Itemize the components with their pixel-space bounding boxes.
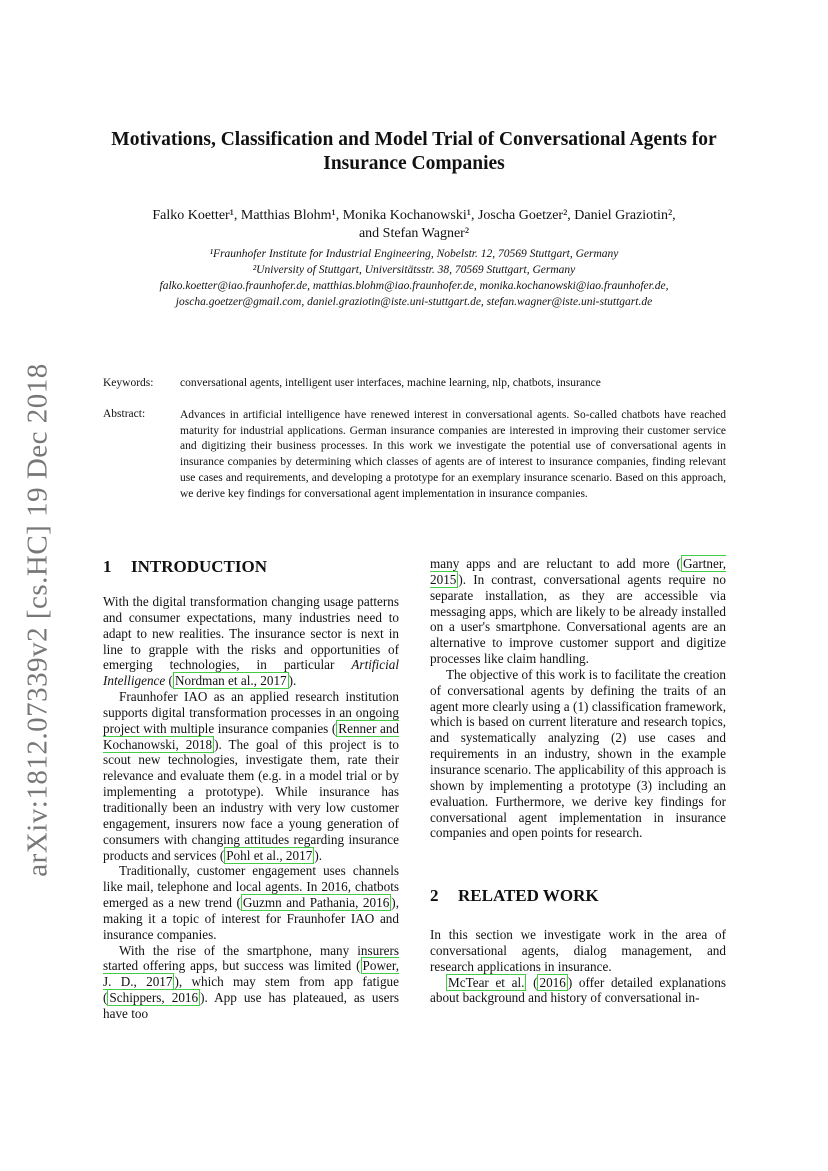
intro-paragraph-3: Traditionally, customer engagement uses channels like mail, telephone and local agents. In 2016, chatbots emerged as a new trend ( Guzmn and Pathania, 2016 ), making it a topic of interest for Fraunhofer IAO and insurance companies. [103,863,399,942]
intro-paragraph-1: With the digital transformation changing usage patterns and consumer expectations, many industries need to adapt to new realities. The insurance sector is next in line to grapple with the risks and opportunities of emerging technologies, in particular Artificial Intelligence ( Nordman et al., 2017 ). [103,594,399,689]
related-paragraph-1: In this section we investigate work in the area of conversational agents, dialog management, and research applications in insurance. [430,927,726,974]
intro-paragraph-6: The objective of this work is to facilitate the creation of conversational agents by defining the traits of an agent more clearly using a (1) classification framework, which is based on current literature and research topics, and systematically analyzing (2) use cases and requirements in an industry, shown in the example insurance scenario. The applicability of this approach is shown by implementing a prototype (3) including an evaluation. Furthermore, we derive key findings for conversational agent implementation in insurance companies and open points for research. [430,666,726,841]
citation-link[interactable]: Pohl et al., 2017 [226,847,313,863]
section-heading-introduction [103,557,267,577]
authors-line-1: Falko Koetter¹, Matthias Blohm¹, Monika Kochanowski¹, Joscha Goetzer², Daniel Graziotin², [152,208,676,223]
section-heading-related-work [430,886,599,906]
intro-column-left [103,594,399,1022]
paper-title: Motivations, Classification and Model Trial of Conversational Agents for Insurance Companies [111,129,717,174]
arxiv-identifier: arXiv:1812.07339v2 [cs.HC] 19 Dec 2018 [21,363,54,877]
intro-column-right [430,556,726,841]
emails-line-1: falko.koetter@iao.fraunhofer.de, matthias.blohm@iao.fraunhofer.de, monika.kochanowski@iao.fraunhofer.de, [159,280,669,292]
citation-link[interactable]: Power, J. D., 2017 [103,958,399,990]
affiliation-1: ¹Fraunhofer Institute for Industrial Engineering, Nobelstr. 12, 70569 Stuttgart, Germany [209,248,619,260]
intro-paragraph-2: Fraunhofer IAO as an applied research institution supports digital transformation processes in an ongoing project with multiple insurance companies ( Renner and Kochanowski, 2018 ). The goal of this project is to scout new technologies, investigate them, rate their relevance and evaluate them (e.g. in a model trial or by implementing a prototype). While insurance has traditionally been an industry with very low customer engagement, insurers now face a young generation of consumers with changing attitudes regarding insurance products and services ( Pohl et al., 2017 ). [103,689,400,863]
section-title: INTRODUCTION [131,557,268,576]
arxiv-sidebar [18,360,58,880]
keywords-label: Keywords: [103,377,154,389]
abstract-label: Abstract: [103,408,146,420]
abstract-text: Advances in artificial intelligence have renewed interest in conversational agents. So-called chatbots have reached maturity for industrial applications. German insurance companies are interested in improving their customer service and digitizing their business processes. In this work we investigate the potential use of conversational agents in insurance companies by determining which classes of agents are of interest to insurance companies, finding relevant use cases and requirements, and developing a prototype for an exemplary insurance scenario. Based on this approach, we derive key findings for conversational agent implementation in insurance companies. [180,409,726,500]
related-paragraph-2: McTear et al. ( 2016 ) offer detailed explanations about background and history of conversational in- [430,974,726,1006]
citation-link[interactable]: Nordman et al., 2017 [174,673,287,689]
keywords-text: conversational agents, intelligent user interfaces, machine learning, nlp, chatbots, insurance [180,377,601,389]
intro-paragraph-4: With the rise of the smartphone, many insurers started offering apps, but success was limited ( Power, J. D., 2017 ), which may stem from app fatigue ( Schippers, 2016 ). App use has plateaued, as users have too [103,942,399,1021]
emphasis: Artificial Intelligence [103,657,399,689]
citation-link[interactable]: McTear et al. [448,974,525,990]
section-title: RELATED WORK [458,886,599,905]
affiliation-2: ²University of Stuttgart, Universitätsstr. 38, 70569 Stuttgart, Germany [252,264,576,276]
section-number: 2 [430,886,439,905]
citation-link[interactable]: Renner and Kochanowski, 2018 [103,720,400,752]
intro-paragraph-5: many apps and are reluctant to add more ( Gartner, 2015 ). In contrast, conversational agents require no separate installation, as they are accessible via messaging apps, which are likely to be already installed on a user's smartphone. Conversational agents are an alternative to improve customer support and digitize processes like claim handling. [430,556,726,667]
author-list [80,207,748,243]
affiliations [80,246,748,310]
citation-link[interactable]: Guzmn and Pathania, 2016 [242,895,390,911]
related-work-text [430,927,726,1006]
citation-link[interactable]: Gartner, 2015 [430,556,726,587]
citation-link[interactable]: 2016 [539,974,566,990]
authors-line-2: and Stefan Wagner² [358,226,470,241]
section-number: 1 [103,557,112,576]
emails-line-2: joscha.goetzer@gmail.com, daniel.graziotin@iste.uni-stuttgart.de, stefan.wagner@iste.uni-stuttgart.de [175,296,653,308]
citation-link[interactable]: Schippers, 2016 [109,990,199,1006]
